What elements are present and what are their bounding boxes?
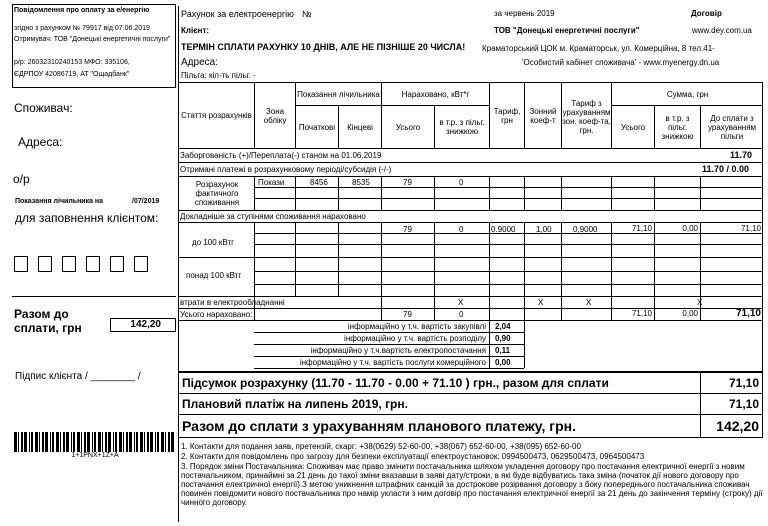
stub-line2: Отримувач: ТОВ "Донецькі енергетичні послуги" — [14, 36, 171, 43]
invoice-number-label: № — [302, 9, 312, 19]
invoice-office: Краматорський ЦОК м. Краматорськ, ул. Комерційна, 8 тел.41- — [482, 44, 715, 53]
invoice-cabinet: 'Особистий кабінет споживача' - www.myenergy.dn.ua — [522, 58, 720, 67]
grid-row — [178, 257, 763, 258]
note-1: 1. Контакти для подання заяв, претензій, скарг: +38(0629) 52-60-00, +38(067) 652-60-00, +38(095) 652-60-00 — [181, 442, 581, 451]
total-pay: 71,10 — [735, 308, 761, 319]
grand-value: 142,20 — [716, 418, 759, 434]
grand-label: Разом до сплати з урахуванням планового платежу, грн. — [182, 418, 576, 434]
th-tariff: Тариф, грн — [493, 106, 521, 125]
grid-row — [178, 210, 763, 211]
meter-digit-box[interactable] — [62, 256, 76, 272]
extra-label: Докладніше за ступінями споживання нараховано — [180, 212, 366, 221]
step1-sum: 71,10 — [631, 224, 652, 233]
invoice-website: www.dey.com.ua — [692, 26, 752, 35]
grid-row — [178, 296, 763, 297]
grid-col — [561, 176, 562, 210]
step1-pay: 71,10 — [740, 224, 761, 233]
summary-row-line — [178, 393, 763, 394]
invoice-client-label: Клієнт: — [181, 26, 210, 35]
stub-divider — [12, 296, 176, 297]
stub-consumer-label: Споживач: — [14, 101, 73, 115]
step1-total: 79 — [403, 225, 412, 234]
grid-row — [254, 344, 524, 345]
grid-row — [254, 284, 763, 285]
th-tariff-zone: Тариф з урахуванням зон. коеф-та, грн. — [562, 99, 611, 135]
grid-col — [338, 176, 339, 210]
grid-row — [254, 271, 763, 272]
payable-label: Підсумок розрахунку (11.70 - 11.70 - 0.00 + 71.10 ) грн., разом для сплати — [182, 376, 609, 390]
stub-total-label-1: Разом до — [14, 307, 69, 321]
info-label: інформаційно у т.ч. вартість закупівлі — [347, 322, 486, 331]
th-readings: Показання лічильника — [297, 89, 380, 99]
invoice-contract-label: Договір — [691, 9, 722, 18]
th-accrued: Нараховано, кВт*г — [401, 89, 470, 99]
actual-benefit: 0 — [459, 178, 464, 187]
grid-row — [178, 222, 763, 223]
total-label: Усього нараховано: — [180, 310, 253, 319]
payments-value: 11.70 / 0.00 — [702, 164, 750, 174]
actual-total: 79 — [403, 178, 412, 187]
total-sum: 71,10 — [631, 309, 652, 318]
stub-line1: згідно з рахунком № 79917 від 07.06.2019 — [14, 25, 150, 32]
step1-tariff-zone: 0,9000 — [573, 225, 598, 234]
summary-divider — [700, 372, 701, 438]
grid-row — [254, 187, 763, 188]
th-sum-benefit: в т.р. з пільг. знижкою — [661, 113, 694, 141]
step1-sum-benefit: 0,00 — [682, 224, 698, 233]
step2-label: понад 100 кВтг — [186, 271, 242, 280]
grid-col — [434, 176, 435, 210]
total-benefit: 0 — [459, 310, 464, 319]
info-label: інформаційно у т.ч. вартість розподілу — [344, 334, 486, 343]
stub-meter-label: Показання лічильника на — [15, 198, 104, 205]
info-value: 0,90 — [495, 334, 511, 343]
planned-value: 71,10 — [728, 397, 759, 411]
step1-benefit: 0 — [459, 225, 464, 234]
invoice-benefits-label: Пільга: кіл-ть пільг. - — [181, 71, 256, 80]
grid-col — [295, 176, 296, 210]
grid-row — [254, 368, 524, 369]
grid-col — [524, 320, 525, 368]
meter-digit-box[interactable] — [134, 256, 148, 272]
info-value: 0,11 — [495, 346, 511, 355]
invoice-company: ТОВ "Донецькі енергетичні послуги" — [494, 26, 640, 35]
grid-row — [254, 332, 524, 333]
grid-col — [489, 176, 490, 210]
grid-col — [611, 176, 612, 210]
invoice-title: Рахунок за електроенергію — [181, 9, 294, 19]
stub-address-label: Адреса: — [18, 135, 63, 149]
info-value: 0,00 — [495, 358, 511, 367]
th-start: Початкові — [298, 122, 336, 132]
invoice-deadline: ТЕРМІН СПЛАТИ РАХУНКУ 10 ДНІВ, АЛЕ НЕ ПІЗНІШЕ 20 ЧИСЛА! — [181, 42, 466, 52]
debt-value: 11.70 — [730, 150, 753, 160]
th-zone: Зона обліку — [263, 106, 287, 125]
debt-label: Заборгованість (+)/Переплата(-) станом на 01.06.2019 — [180, 151, 382, 160]
payable-value: 71,10 — [728, 376, 759, 390]
info-label: інформаційно у т.ч. вартість послуги комерційного — [299, 358, 486, 367]
grid-col — [524, 176, 525, 210]
th-zone-coef: Зонний коеф-т — [529, 106, 557, 125]
th-total: Усього — [395, 122, 421, 132]
payments-label: Отримані платежі в розрахунковому періоді/субсидія (-/-) — [180, 165, 392, 174]
stub-meter-date: /07/2019 — [132, 198, 160, 205]
stub-line3: р/р: 26032310240153 МФО: 335106, — [14, 59, 130, 66]
th-to-pay: До сплати з урахуванням пільги — [707, 113, 757, 141]
grid-col — [381, 176, 382, 210]
stub-fill-label: для заповнення клієнтом: — [15, 211, 159, 225]
th-end: Кінцеві — [347, 122, 373, 132]
stub-line4: ЄДРПОУ 42086719, АТ "Ощадбанк" — [14, 71, 130, 78]
actual-zone: Покази — [258, 178, 285, 187]
total-kwh: 79 — [403, 310, 412, 319]
th-sum-total: Усього — [620, 122, 646, 132]
info-value: 2,04 — [495, 322, 511, 331]
step1-label: до 100 кВтг — [192, 238, 235, 247]
stub-total-label-2: сплати, грн — [14, 321, 82, 335]
stub-account-label: о/р — [13, 172, 30, 186]
invoice-address-label: Адреса: — [181, 57, 218, 68]
losses-label: втрати в електрообладнанні — [180, 298, 285, 307]
step1-tariff: 0.9000 — [491, 225, 516, 234]
th-article: Стаття розрахунків — [181, 111, 252, 120]
barcode-text: 1+1PNX+1Z+A — [71, 452, 119, 459]
grid-col — [654, 176, 655, 210]
x-mark: X — [458, 298, 464, 307]
total-sum-benefit: 0,00 — [682, 309, 698, 318]
note-2: 2. Контакти для повідомлень про загрозу для безпеки експлуатації електроустановок: 0994500473, 0629500473, 0964500473 — [181, 452, 645, 461]
th-sum: Сумма, грн — [666, 89, 709, 99]
planned-label: Плановий платіж на липень 2019, грн. — [182, 397, 408, 411]
meter-digit-box[interactable] — [38, 256, 52, 272]
meter-digit-box[interactable] — [14, 256, 28, 272]
stub-total-value: 142,20 — [110, 318, 176, 332]
x-mark: X — [697, 298, 703, 307]
stub-header: Повідомлення про оплату за е/енергію — [14, 7, 150, 14]
grid-col — [700, 176, 701, 210]
summary-row-line — [178, 414, 763, 415]
grid-row — [254, 198, 763, 199]
x-mark: X — [538, 298, 544, 307]
grid-row — [178, 320, 763, 321]
step1-coef: 1,00 — [536, 225, 552, 234]
note-3: 3. Порядок зміни Постачальника: Споживач має право змінити постачальника шляхом укладення договору про постачання електричної енергії з новим постачальником, принаймні за 21 день до такої зміни вказавши в заяві дату/строки, в які буде відбуватись така зміна (початок дії нового договору про постачання електричної енергії).З метою уникнення штрафних санкцій за дострокове розірвання договору з боку попереднього постачальника споживач повинен повідомити нового постачальника про намір укласти з ним договір про постачання електричної енергії за 21 день до закінчення терміну (строку) дії чинного договору. — [181, 462, 763, 507]
grid-row — [254, 244, 763, 245]
actual-start: 8456 — [310, 178, 328, 187]
grid-row — [254, 356, 524, 357]
info-label: інформаційно у т.ч.вартість електропостачання — [310, 346, 486, 355]
actual-end: 8535 — [352, 178, 370, 187]
x-mark: X — [586, 298, 592, 307]
grid-col — [254, 176, 255, 210]
meter-digit-box[interactable] — [86, 256, 100, 272]
grid-row — [178, 176, 763, 177]
grid-row — [178, 148, 763, 149]
actual-label: Розрахунок фактичного споживання — [194, 180, 240, 207]
stub-signature-label: Підпис клієнта / ________ / — [15, 371, 141, 382]
grid-row — [178, 162, 763, 163]
invoice-period: за червень 2019 — [494, 9, 555, 18]
th-incl-benefit: в т.р. з пільг. знижкою — [439, 118, 485, 136]
meter-digit-box[interactable] — [110, 256, 124, 272]
